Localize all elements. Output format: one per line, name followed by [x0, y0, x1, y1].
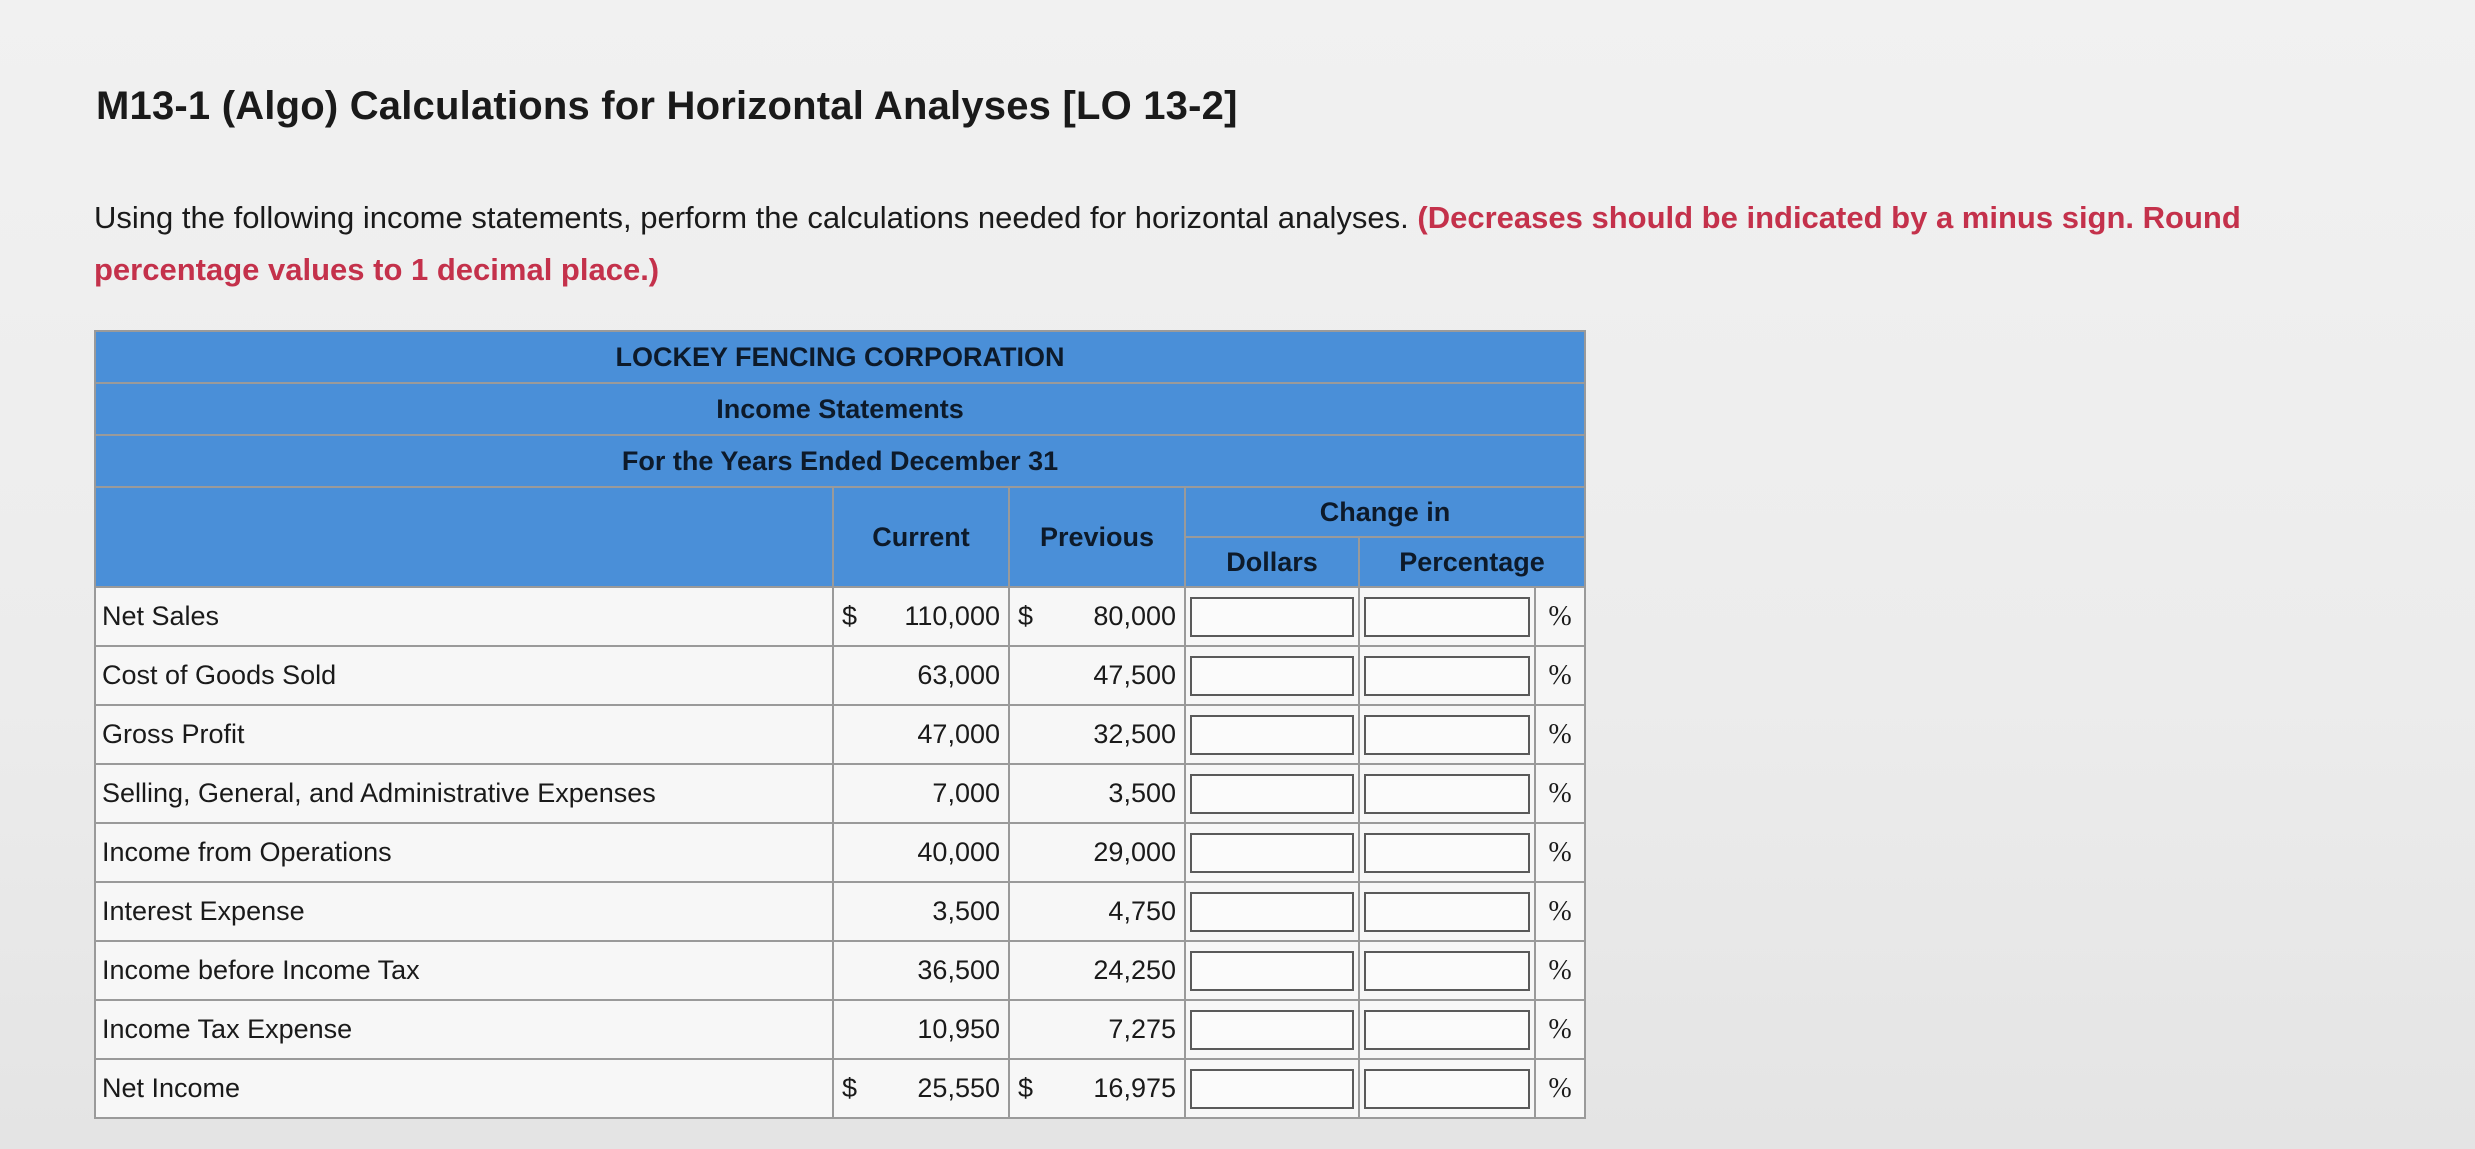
dollars-change-cell — [1185, 1000, 1359, 1059]
dollars-change-cell — [1185, 646, 1359, 705]
percent-sign: % — [1535, 882, 1585, 941]
dollars-change-cell — [1185, 764, 1359, 823]
current-amount: 7,000 — [932, 778, 1000, 808]
current-value — [833, 587, 1009, 646]
percent-sign: % — [1535, 1059, 1585, 1118]
percentage-change-cell — [1359, 587, 1535, 646]
percentage-change-cell — [1359, 764, 1535, 823]
currency-sign: $ — [842, 1073, 858, 1103]
percentage-change-input[interactable] — [1364, 715, 1530, 755]
percent-sign: % — [1535, 764, 1585, 823]
previous-amount: 24,250 — [1093, 955, 1176, 985]
dollars-change-cell — [1185, 587, 1359, 646]
current-amount: 3,500 — [932, 896, 1000, 926]
previous-value — [1009, 646, 1185, 705]
company-name: LOCKEY FENCING CORPORATION — [95, 331, 1585, 383]
percentage-change-cell — [1359, 1000, 1535, 1059]
current-value — [833, 882, 1009, 941]
row-label: Income from Operations — [95, 823, 833, 882]
change-in-header: Change in — [1185, 487, 1585, 537]
currency-sign: $ — [1018, 1073, 1034, 1103]
percent-sign: % — [1535, 646, 1585, 705]
current-value — [833, 764, 1009, 823]
dollars-change-input[interactable] — [1190, 656, 1354, 696]
previous-amount: 80,000 — [1093, 601, 1176, 631]
percentage-change-input[interactable] — [1364, 833, 1530, 873]
current-value — [833, 1000, 1009, 1059]
label-column-header — [95, 487, 833, 587]
current-value — [833, 646, 1009, 705]
percentage-change-cell — [1359, 1059, 1535, 1118]
previous-amount: 7,275 — [1108, 1014, 1176, 1044]
table-row — [95, 764, 1585, 823]
dollars-change-input[interactable] — [1190, 833, 1354, 873]
percentage-change-input[interactable] — [1364, 951, 1530, 991]
previous-value — [1009, 587, 1185, 646]
dollars-change-cell — [1185, 882, 1359, 941]
current-amount: 110,000 — [904, 601, 1000, 631]
percentage-column-header: Percentage — [1359, 537, 1585, 587]
percent-sign: % — [1535, 705, 1585, 764]
instructions-emphasis: (Decreases should be indicated by a minus sign. Round percentage values to 1 decimal place.) — [94, 200, 2241, 287]
previous-amount: 16,975 — [1093, 1073, 1176, 1103]
dollars-change-cell — [1185, 941, 1359, 1000]
current-amount: 36,500 — [917, 955, 1000, 985]
percentage-change-cell — [1359, 882, 1535, 941]
previous-column-header: Previous — [1009, 487, 1185, 587]
table-row — [95, 705, 1585, 764]
page-title: M13-1 (Algo) Calculations for Horizontal Analyses [LO 13-2] — [96, 84, 1238, 128]
percentage-change-cell — [1359, 646, 1535, 705]
dollars-change-input[interactable] — [1190, 774, 1354, 814]
statement-rows — [95, 587, 1585, 1118]
current-column-header: Current — [833, 487, 1009, 587]
table-row — [95, 941, 1585, 1000]
dollars-change-input[interactable] — [1190, 892, 1354, 932]
current-value — [833, 941, 1009, 1000]
percent-sign: % — [1535, 587, 1585, 646]
instructions — [94, 192, 2344, 296]
percentage-change-input[interactable] — [1364, 892, 1530, 932]
current-amount: 10,950 — [917, 1014, 1000, 1044]
table-row — [95, 1000, 1585, 1059]
table-row — [95, 587, 1585, 646]
previous-amount: 4,750 — [1108, 896, 1176, 926]
percentage-change-cell — [1359, 941, 1535, 1000]
income-statement-table — [94, 330, 1586, 1119]
current-value — [833, 1059, 1009, 1118]
dollars-change-input[interactable] — [1190, 1069, 1354, 1109]
dollars-column-header: Dollars — [1185, 537, 1359, 587]
previous-amount: 32,500 — [1093, 719, 1176, 749]
percent-sign: % — [1535, 1000, 1585, 1059]
current-amount: 47,000 — [917, 719, 1000, 749]
dollars-change-input[interactable] — [1190, 1010, 1354, 1050]
previous-value — [1009, 882, 1185, 941]
percentage-change-cell — [1359, 705, 1535, 764]
instructions-text: Using the following income statements, perform the calculations needed for horizontal analyses. — [94, 200, 1409, 235]
dollars-change-input[interactable] — [1190, 597, 1354, 637]
row-label: Net Sales — [95, 587, 833, 646]
dollars-change-input[interactable] — [1190, 715, 1354, 755]
previous-value — [1009, 705, 1185, 764]
current-value — [833, 705, 1009, 764]
percentage-change-input[interactable] — [1364, 597, 1530, 637]
previous-amount: 3,500 — [1108, 778, 1176, 808]
current-amount: 40,000 — [917, 837, 1000, 867]
table-row — [95, 882, 1585, 941]
row-label: Net Income — [95, 1059, 833, 1118]
statement-period: For the Years Ended December 31 — [95, 435, 1585, 487]
row-label: Cost of Goods Sold — [95, 646, 833, 705]
percentage-change-input[interactable] — [1364, 1010, 1530, 1050]
percentage-change-input[interactable] — [1364, 1069, 1530, 1109]
dollars-change-input[interactable] — [1190, 951, 1354, 991]
dollars-change-cell — [1185, 1059, 1359, 1118]
previous-amount: 29,000 — [1093, 837, 1176, 867]
row-label: Gross Profit — [95, 705, 833, 764]
current-value — [833, 823, 1009, 882]
currency-sign: $ — [842, 601, 858, 631]
table-row — [95, 1059, 1585, 1118]
percent-sign: % — [1535, 941, 1585, 1000]
dollars-change-cell — [1185, 823, 1359, 882]
dollars-change-cell — [1185, 705, 1359, 764]
previous-value — [1009, 823, 1185, 882]
statement-name: Income Statements — [95, 383, 1585, 435]
percent-sign: % — [1535, 823, 1585, 882]
current-amount: 25,550 — [917, 1073, 1000, 1103]
previous-value — [1009, 1059, 1185, 1118]
percentage-change-cell — [1359, 823, 1535, 882]
percentage-change-input[interactable] — [1364, 774, 1530, 814]
table-row — [95, 646, 1585, 705]
row-label: Income before Income Tax — [95, 941, 833, 1000]
currency-sign: $ — [1018, 601, 1034, 631]
row-label: Selling, General, and Administrative Expenses — [95, 764, 833, 823]
previous-value — [1009, 764, 1185, 823]
row-label: Interest Expense — [95, 882, 833, 941]
previous-value — [1009, 1000, 1185, 1059]
table-row — [95, 823, 1585, 882]
percentage-change-input[interactable] — [1364, 656, 1530, 696]
current-amount: 63,000 — [917, 660, 1000, 690]
previous-amount: 47,500 — [1093, 660, 1176, 690]
row-label: Income Tax Expense — [95, 1000, 833, 1059]
previous-value — [1009, 941, 1185, 1000]
